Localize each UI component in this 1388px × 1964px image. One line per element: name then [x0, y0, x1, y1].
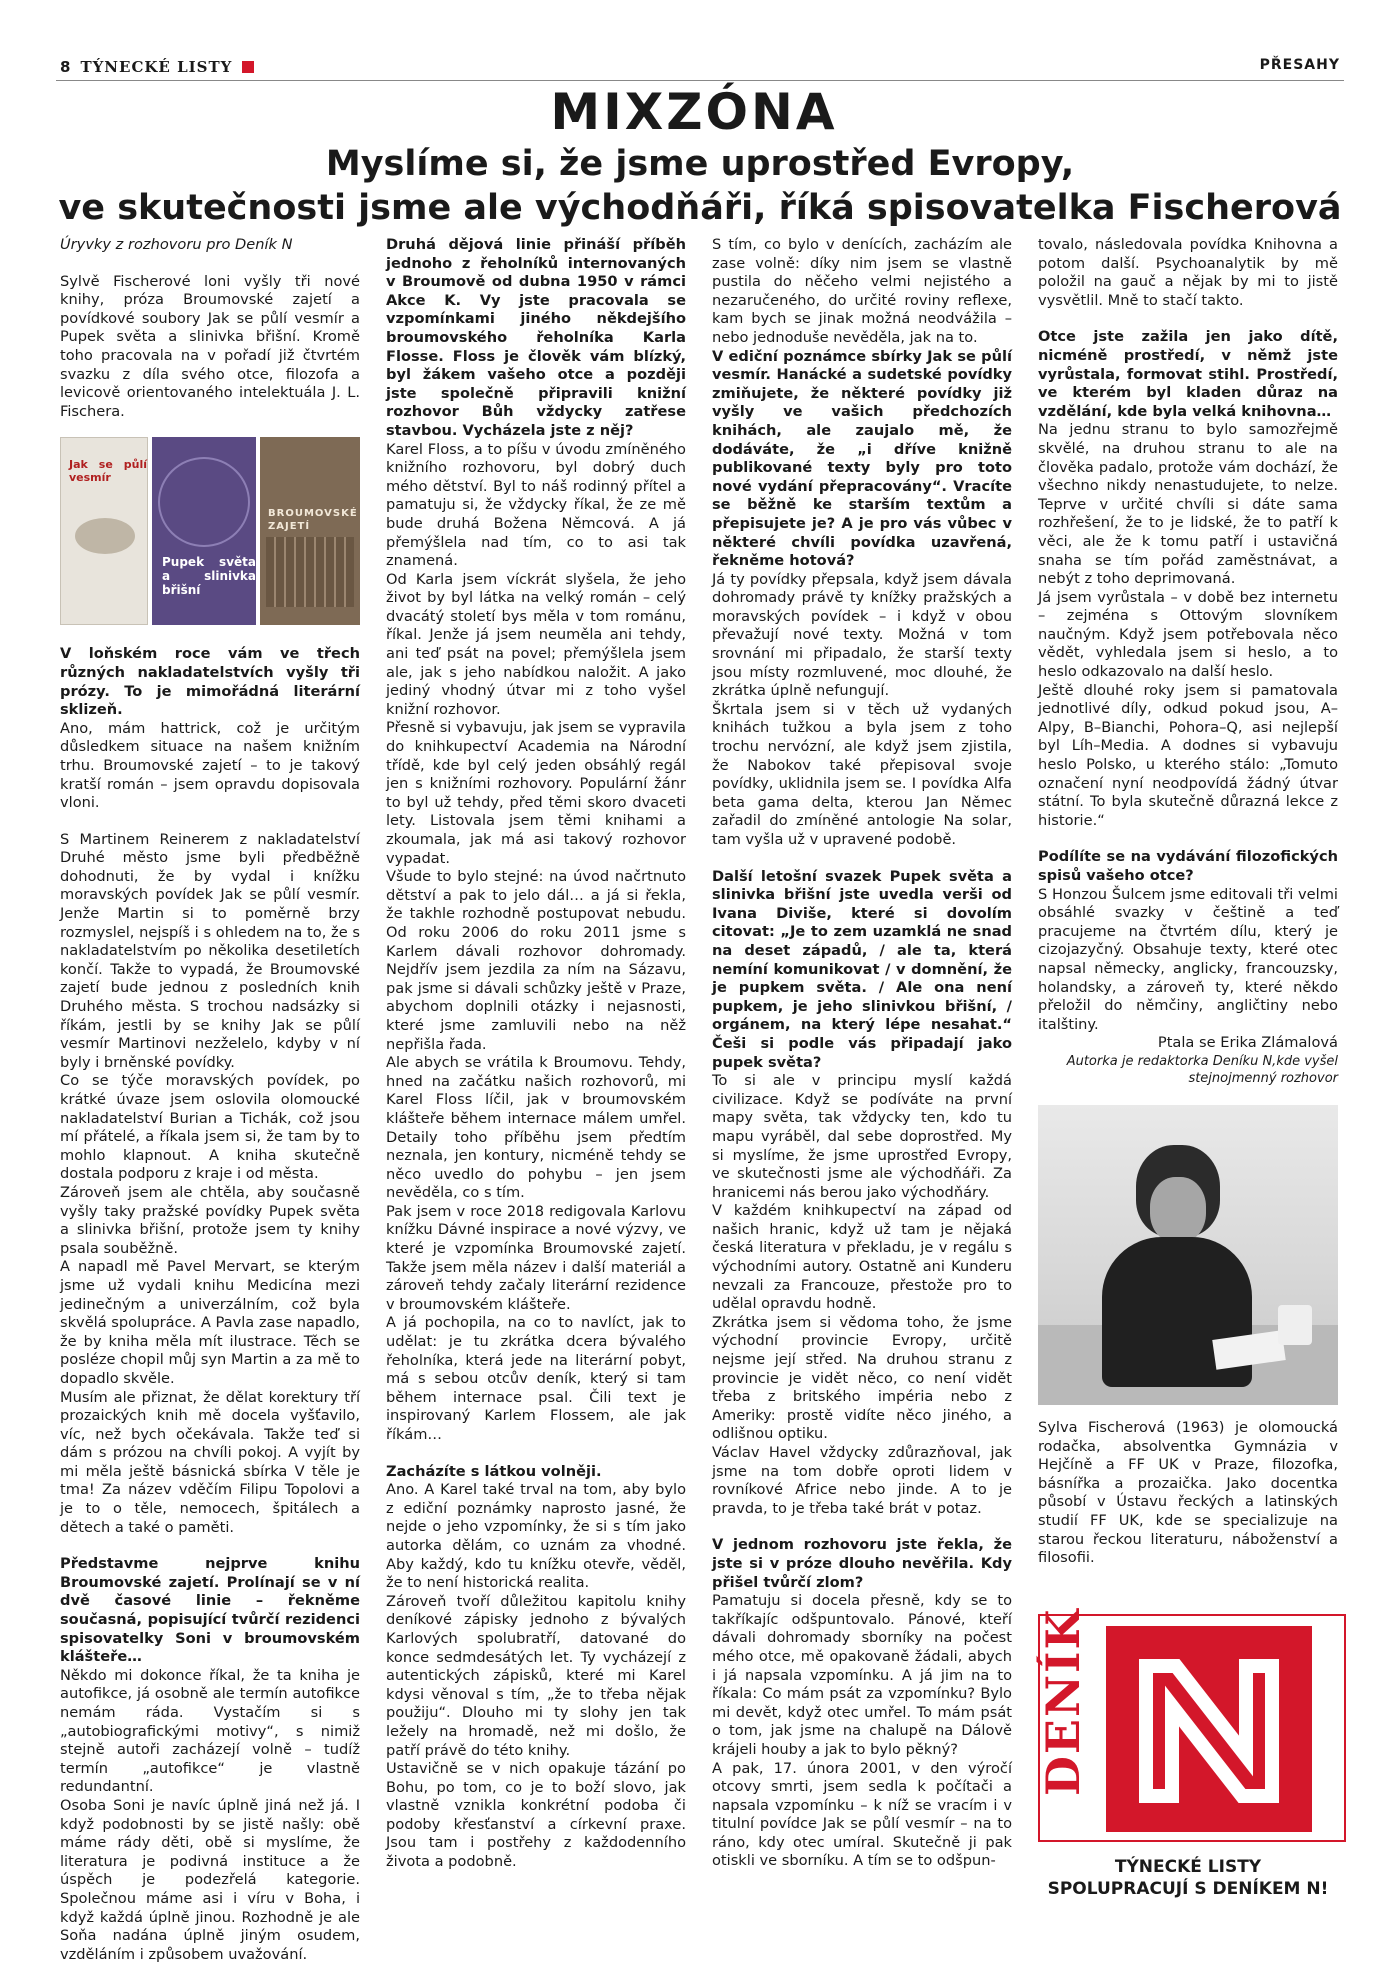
interview-question: Podílíte se na vydávání filozofických spisů vašeho otce? — [1038, 848, 1338, 884]
logo-footer-line-2: SPOLUPRACUJÍ S DENÍKEM N! — [1047, 1878, 1329, 1899]
logo-footer — [1038, 1856, 1338, 1900]
interview-question: Otce jste zažila jen jako dítě, nicméně prostředí, v němž jste vyrůstala, formovat stihl. Prostředí, ve kterém byl kladen důraz na vzdělání, kde byla velká knihovna… — [1038, 328, 1338, 420]
book-cover-3 — [260, 437, 360, 625]
n-logo-icon — [1106, 1626, 1312, 1832]
interview-answer: Zároveň jsem ale chtěla, aby současně vyšly taky pražské povídky Pupek světa a slinivka břišní, protože jsem ty knihy psala souběžně. — [60, 1183, 360, 1257]
column-4 — [1038, 236, 1338, 1900]
signoff-note-2: stejnojmenný rozhovor — [1188, 1070, 1338, 1086]
interview-answer: Co se týče moravských povídek, po krátké úvaze jsem oslovila olomoucké nakladatelství Burian a Tichák, což jsou mí přátelé, a říkala jsem si, že tam by to mohlo klapnout. A kniha skutečně dostala podporu z kraje i od města. — [60, 1072, 360, 1183]
header-rule — [56, 80, 1344, 81]
book-cover-2-title: Pupek světa a slinivka břišní — [162, 555, 256, 598]
column-1 — [60, 236, 360, 1964]
author-photo — [1038, 1105, 1338, 1405]
interview-answer: Od Karla jsem víckrát slyšela, že jeho život by byl látka na velký román – celý dvacátý století bys měla v tom románu, říkal. Jenže já jsem neuměla ani tehdy, ani teď psát na povel; přemýšlela jsem ale, jak s jeho nabídkou naložit. A jako jediný vhodný útvar mi z toho vyšel knižní rozhovor. — [386, 570, 686, 718]
publication-name: TÝNECKÉ LISTY — [80, 58, 233, 76]
interview-answer: tovalo, následovala povídka Knihovna a potom další. Psychoanalytik by mě položil na gauč a nějak by mi to jistě vysvětlil. Mně to stačí takto. — [1038, 236, 1338, 309]
interview-answer: Přesně si vybavuju, jak jsem se vypravila do knihkupectví Academia na Národní třídě, kde byl celý jeden obsáhlý regál jen s knižními rozhovory. Populární žánr to byl už tehdy, před těmi skoro dvaceti lety. Listovala jsem těmi knihami a zkoumala, jak má asi takový rozhovor vypadat. — [386, 719, 686, 867]
interview-answer: Zároveň tvoří důležitou kapitolu knihy deníkové zápisky jednoho z bývalých Karlových spolubratří, datované do konce sedmdesátých let. Ty vycházejí z autentických zápisků, které mi Karel kdysi věnoval s tím, „že to třeba nějak použiju“. Dlouho mi ty slohy jen tak ležely na hromadě, než mi došlo, že patří právě do této knihy. — [386, 1592, 686, 1759]
interview-question: Představme nejprve knihu Broumovské zajetí. Prolínají se v ní dvě časové linie – řekněme současná, popisující tvůrčí rezidenci spisovatelky Soni v broumovském klášteře… — [60, 1555, 360, 1666]
interview-question: V ediční poznámce sbírky Jak se půlí vesmír. Hanácké a sudetské povídky zmiňujete, že některé povídky již vyšly ve vašich předchozích knihách, ale zaujalo mě, že dodáváte, že „i dříve knižně publikované texty byly pro toto nové vydání přepracovány“. Vracíte se běžně ke starším textům a přepisujete je? A je pro vás vůbec v některé chvíli povídka uzavřená, řekněme hotová? — [712, 347, 1012, 570]
interview-answer: A pak, 17. února 2001, v den výročí otcovy smrti, jsem sedla k počítači a napsala vzpomínku – k níž se vracím i v titulní povídce Jak se půlí vesmír – na to ráno, kdy otec umíral. Skutečně ji pak otiskli ve sborníku. A tím se to odšpun- — [712, 1759, 1012, 1870]
interview-question: Další letošní svazek Pupek světa a slinivka břišní jste uvedla verši od Ivana Diviše, které si dovolím citovat: „Je to zem uzamklá ne snad na deset západů, / ale ta, která nemíní komunikovat / v domnění, že je pupkem světa. / Ale ona není pupkem, je jeho slinivkou břišní, / orgánem, na který lépe nesahat.“ Češi si podle vás připadají jako pupek světa? — [712, 867, 1012, 1071]
photo-face — [1150, 1177, 1206, 1243]
stone-illustration-icon — [75, 518, 135, 554]
interview-answer: Ustavičně se v nich opakuje tázání po Bohu, po tom, co je to boží slovo, jak vlastně vznikla konkrétní podoba či podoby křesťanství a církevní praxe. Jsou tam i postřehy z každodenního života a podobně. — [386, 1760, 686, 1871]
interview-answer: Ano, mám hattrick, což je určitým důsledkem situace na našem knižním trhu. Broumovské zajetí – to je takový kratší román – jsem opravdu dopisovala vloni. — [60, 719, 360, 812]
interview-answer: Já jsem vyrůstala – v době bez internetu – zejména s Ottovým slovníkem naučným. Když jsem potřebovala něco vědět, vyhledala jsem si heslo, a to heslo odkazovalo na další heslo. — [1038, 588, 1338, 681]
interview-answer: S Martinem Reinerem z nakladatelství Druhé město jsme byli předběžně dohodnuti, že by vydal i knížku moravských povídek Jak se půlí vesmír. Jenže Martin si to poměrně brzy rozmyslel, nejspíš i s ohledem na to, že s nakladatelstvím po několika desetiletích končí. Takže to vypadá, že Broumovské zajetí bude jednou z posledních knih Druhého města. S trochou nadsázky si říkám, jestli by se knihy Jak se půlí vesmír Martinovi nezželelo, kdyby v ní byly i brněnské povídky. — [60, 830, 360, 1071]
book-cover-1-title: Jak se půlí vesmír — [69, 458, 147, 485]
book-cover-1 — [60, 437, 148, 625]
swirl-illustration-icon — [158, 457, 250, 547]
headline-line-1: Myslíme si, že jsme uprostřed Evropy, — [325, 144, 1075, 184]
interview-answer: Ale abych se vrátila k Broumovu. Tehdy, hned na začátku našich rozhovorů, mi Karel Floss líčil, jak v broumovském klášteře během internace málem umřel. Detaily toho příběhu jsem předtím neznala, jen kontury, nicméně tehdy se něco uvedlo do pohybu – jen jsem nevěděla, co s tím. — [386, 1054, 686, 1202]
column-3 — [712, 236, 1012, 1871]
headline — [56, 142, 1344, 230]
interview-answer: Osoba Soni je navíc úplně jiná než já. I když podobnosti by se jistě našly: obě máme rády děti, obě si myslíme, že literatura je podivná instituce a že úspěch je podezřelá kategorie. Společnou máme asi i víru v Boha, i když každá úplně jinou. Rozhodně je ale Soňa nadána úplně jiným osudem, vzděláním i způsobem uvažování. — [60, 1796, 360, 1963]
interview-answer: Všude to bylo stejné: na úvod načrtnuto dětství a pak to jelo dál… a já si řekla, že takhle rozhodně postupovat nebudu. Od roku 2006 do roku 2011 jsme s Karlem dávali rozhovor dohromady. Nejdřív jsem jezdila za ním na Sázavu, pak jsme si dávali schůzky ještě v Praze, abychom doplnili otázky i nejasnosti, které jsme zamluvili nebo na něž nepřišla řada. — [386, 868, 686, 1053]
col3-text — [712, 236, 1012, 1871]
book-cover-3-title: BROUMOVSKÉ ZAJETÍ — [268, 508, 358, 533]
col1-text — [60, 645, 360, 1964]
interview-answer: Václav Havel vždycky zdůrazňoval, jak jsme na tom dobře oproti lidem v rovníkové Africe nebo jinde. A to je pravda, to je třeba také brát v potaz. — [712, 1444, 1012, 1517]
signoff-note-1: Autorka je redaktorka Deníku N,kde vyšel — [1066, 1053, 1338, 1069]
col4-text — [1038, 236, 1338, 1034]
logo-word: DENÍK — [1036, 1607, 1090, 1796]
interview-answer: A já pochopila, na co to navlíct, jak to udělat: je tu zkrátka dcera bývalého řeholníka, která jede na literární pobyt, má s sebou otcův deník, který si tam během internace psal. Čili text je inspirovaný Karlem Flossem, ale jak říkám… — [386, 1314, 686, 1443]
photo-cup — [1278, 1305, 1312, 1345]
interview-answer: Někdo mi dokonce říkal, že ta kniha je autofikce, já osobně ale termín autofikce nemám ráda. Vystačím si s „autobiografickými motivy“, s nimiž stejně autoři zacházejí volně – tudíž termín „autofikce“ je vlastně redundantní. — [60, 1666, 360, 1796]
interviewer-signoff: Ptala se Erika Zlámalová — [1157, 1034, 1338, 1052]
page-header-left — [60, 56, 254, 78]
interview-answer: Pak jsem v roce 2018 redigovala Karlovu knížku Dávné inspirace a nové výzvy, ve které je vzpomínka Broumovské zajetí. Takže jsem měla název i další materiál a zároveň tehdy začaly literární rezidence v broumovském klášteře. — [386, 1202, 686, 1313]
interview-answer: Ještě dlouhé roky jsem si pamatovala jednotlivé díly, odkud pokud jsou, A–Alpy, B–Bianchi, Pohora–Q, asi nejlepší byl Líh–Media. A dodnes si vybavuju heslo Polsko, u kterého stálo: „Tomuto označení nyní neodpovídá žádný útvar státní. To byla skutečně důrazná lekce z historie.“ — [1038, 681, 1338, 829]
intro-paragraph: Sylvě Fischerové loni vyšly tři nové knihy, próza Broumovské zajetí a povídkové soubory Jak se půlí vesmír a Pupek světa a slinivka břišní. Kromě toho pracovala na v pořadí již čtvrtém svazku z díla svého otce, filozofa a levicově orientovaného intelektuála J. L. Fischera. — [60, 272, 360, 420]
interview-answer: S tím, co bylo v denících, zacházím ale zase volně: díky nim jsem se vlastně pustila do něčeho velmi nejistého a nezaručeného, do určité roviny reflexe, kam bych se jinak možná neodvážila – nebo jednoduše nevěděla, jak na to. — [712, 236, 1012, 346]
lead-note: Úryvky z rozhovoru pro Deník N — [60, 236, 293, 253]
interview-answer: To si ale v principu myslí každá civilizace. Když se podíváte na první mapy světa, tak vždycky ten, kdo tu mapu vyráběl, dal sebe doprostřed. My si myslíme, že jsme uprostřed Evropy, ve skutečnosti jsme ale východňáři. Za hranicemi nás berou jako východňáry. — [712, 1072, 1012, 1201]
logo-footer-line-1: TÝNECKÉ LISTY — [1114, 1856, 1262, 1877]
interview-question: Zacházíte s látkou volněji. — [386, 1462, 602, 1480]
denik-n-logo — [1036, 1607, 1346, 1842]
book-cover-2 — [152, 437, 256, 625]
interview-question: V loňském roce vám ve třech různých nakladatelstvích vyšly tři prózy. To je mimořádná literární sklizeň. — [60, 645, 360, 719]
interview-answer: Škrtala jsem si v těch už vydaných knihách tužkou a byla jsem z toho trochu nervózní, ale když jsem zjistila, že Nabokov také přepisoval svoje povídky, uklidnila jsem se. I povídka Alfa beta gama delta, kterou Jan Němec zařadil do zmíněné antologie Na solar, tam vyšla už v upravené podobě. — [712, 700, 1012, 848]
interview-answer: Na jednu stranu to bylo samozřejmě skvělé, na druhou stranu to ale na člověka padalo, protože vám dochází, že všechno nikdy nenastudujete, to nelze. Teprve v určité chvíli si dáte sama rozhřešení, že to je lidské, že to patří k věci, ale že k tomu patří i ustavičná snaha se tím pořád zaměstnávat, a nebýt z toho deprimovaná. — [1038, 421, 1338, 588]
interview-answer: S Honzou Šulcem jsme editovali tři velmi obsáhlé svazky v češtině a teď pracujeme na čtvrtém dílu, který je cizojazyčný. Obsahuje texty, které otec napsal německy, anglicky, francouzsky, holandsky, a zároveň ty, které někdo přeložil do němčiny, angličtiny nebo italštiny. — [1038, 885, 1338, 1033]
texture-illustration-icon — [266, 537, 354, 607]
col2-text — [386, 236, 686, 1872]
kicker-title: MIXZÓNA — [550, 83, 838, 141]
column-2 — [386, 236, 686, 1872]
interview-answer: Pamatuju si docela přesně, kdy se to takříkajíc odšpuntovalo. Pánové, kteří dávali dohromady sborníky na počest mého otce, mě opakovaně žádali, abych i já napsala vzpomínku. A já jim na to říkala: Co mám psát za vzpomínku? Bylo mi devět, když otec umřel. To mám psát o tom, jak jsme na chalupě na Dálově krájeli houby a jak to bylo pěkný? — [712, 1592, 1012, 1758]
interview-answer: A napadl mě Pavel Mervart, se kterým jsme už vydali knihu Medicína mezi jedinečným a univerzálním, což byla skvělá spolupráce. A Pavla zase napadlo, že by kniha měla mít ilustrace. Těch se posléze chopil můj syn Martin a za mě to dopadlo skvěle. — [60, 1258, 360, 1387]
page-number: 8 — [60, 58, 71, 76]
interview-question: V jednom rozhovoru jste řekla, že jste si v próze dlouho nevěřila. Kdy přišel tvůrčí zlom? — [712, 1536, 1012, 1591]
interview-answer: Zkrátka jsem si vědoma toho, že jsme východní provincie Evropy, určitě nejsme její střed. Na druhou stranu z provincie je vidět něco, co není vidět třeba z britského impéria nebo z Ameriky: prostě vidíte něco jiného, a odlišnou optiku. — [712, 1313, 1012, 1443]
headline-line-2: ve skutečnosti jsme ale východňáři, říká spisovatelka Fischerová — [58, 188, 1342, 228]
interview-answer: Musím ale přiznat, že dělat korektury tří prozaických knih mě docela vyšťavilo, víc, než bych očekávala. Takže teď si dám s prózou na chvíli pokoj. A vyjít by mi měla ještě básnická sbírka V těle je tma! Za název vděčím Filipu Topolovi a je to o těle, nemocech, špitálech a dětech a také o paměti. — [60, 1388, 360, 1536]
interview-answer: Ano. A Karel také trval na tom, aby bylo z ediční poznámky naprosto jasné, že nejde o jeho vzpomínky, že si s tím jako autorka dělám, co uznám za vhodné. Aby každý, kdo tu knížku otevře, věděl, že to není historická realita. — [386, 1481, 686, 1592]
photo-caption: Sylva Fischerová (1963) je olomoucká rodačka, absolventka Gymnázia v Hejčíně a FF UK v Praze, filozofka, básnířka a prozaička. Jako docentka působí v Ústavu řeckých a latinských studií FF UK, kde se specializuje na starou řeckou literaturu, náboženství a filosofii. — [1038, 1418, 1338, 1567]
interview-answer: Karel Floss, a to píšu v úvodu zmíněného knižního rozhovoru, byl dobrý duch mého dětství. Byl to náš rodinný přítel a pamatuju si, že vždycky říkal, že ze mě bude druhá Božena Němcová. A já přemýšlela nad tím, co to asi tak znamená. — [386, 440, 686, 570]
book-covers — [60, 437, 360, 627]
interview-answer: V každém knihkupectví na západ od našich hranic, když už tam je nějaká česká literatura v překladu, je v regálu s východními autory. Ostatně ani Kunderu nevzali za Francouze, přestože pro to udělal opravdu hodně. — [712, 1202, 1012, 1313]
interview-answer: Já ty povídky přepsala, když jsem dávala dohromady právě ty knížky pražských a moravských povídek – i když v obou převažují nové texty. Možná v tom srovnání mi připadalo, že starší texty jsou místy rozmluvené, moc dlouhé, že zkrátka úplně nefungují. — [712, 570, 1012, 700]
section-name: PŘESAHY — [1259, 57, 1340, 73]
publication-mark-icon — [242, 61, 254, 73]
interview-question: Druhá dějová linie přináší příběh jednoho z řeholníků internovaných v Broumově od dubna 1950 v rámci Akce K. Vy jste pracovala se vzpomínkami jiného někdejšího broumovského řeholníka Karla Flosse. Floss je člověk vám blízký, byl žákem vašeho otce a později jste společně připravili knižní rozhovor Bůh vždycky zatřese stavbou. Vycházela jste z něj? — [386, 236, 686, 439]
